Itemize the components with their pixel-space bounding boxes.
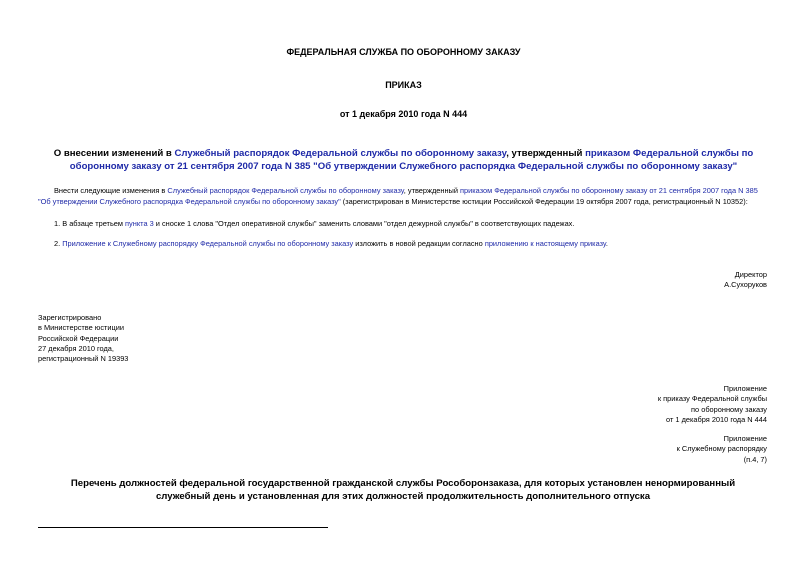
intro-link-order-385[interactable]: приказом Федеральной службы по оборонному заказу от 21 сентября 2007 года N 385 "Об утверждении Служебного распорядка Федеральной службы по оборонному заказу" <box>38 186 758 206</box>
title-link-regulations[interactable]: Служебный распорядок Федеральной службы по оборонному заказу <box>174 148 507 159</box>
doc-type-heading: ПРИКАЗ <box>385 80 422 90</box>
appendix-regulations-note: Приложение к Служебному распорядку (п.4, 7) <box>676 434 767 464</box>
agency-heading: ФЕДЕРАЛЬНАЯ СЛУЖБА ПО ОБОРОННОМУ ЗАКАЗУ <box>286 47 521 57</box>
appendix-order-note: Приложение к приказу Федеральной службы по оборонному заказу от 1 декабря 2010 года N 444 <box>657 384 767 424</box>
item-2-link-appendix[interactable]: Приложение к Служебному распорядку Федеральной службы по оборонному заказу <box>62 239 354 248</box>
signature-block <box>724 270 767 291</box>
doc-date-number: от 1 декабря 2010 года N 444 <box>339 109 468 119</box>
signature-name: А.Сухоруков <box>724 280 767 290</box>
title-link-order-385[interactable]: приказом Федеральной службы по оборонному заказу от 21 сентября 2007 года N 385 "Об утверждении Служебного распорядка Федеральной службы по оборонному заказу" <box>69 148 754 172</box>
positions-list-title: Перечень должностей федеральной государственной гражданской службы Рособоронзаказа, для которых установлен ненормированный служебный день и установленная для этих должностей продолжительность дополнительного отпуска <box>70 478 736 502</box>
registration-block: Зарегистрировано в Министерстве юстиции Российской Федерации 27 декабря 2010 года, регистрационный N 19393 <box>38 313 129 364</box>
item-2-paragraph: 2. Приложение к Служебному распорядку Федеральной службы по оборонному заказу изложить в новой редакции согласно приложению к настоящему приказу. <box>54 239 608 248</box>
item-1-link-point-3[interactable]: пункта 3 <box>125 219 154 228</box>
signature-position: Директор <box>734 270 767 279</box>
item-2-link-order-appendix[interactable]: приложению к настоящему приказу <box>484 239 606 248</box>
intro-paragraph: Внести следующие изменения в Служебный распорядок Федеральной службы по оборонному заказу, утвержденный приказом Федеральной службы по оборонному заказу от 21 сентября 2007 года N 385 "Об утверждении Служебного распорядка Федеральной службы по оборонному заказу" (зарегистрирован в Министерстве юстиции Российской Федерации 19 октября 2007 года, регистрационный N 10352): <box>38 186 758 206</box>
footnote-divider <box>38 527 328 528</box>
intro-link-regulations[interactable]: Служебный распорядок Федеральной службы по оборонному заказу <box>167 186 404 195</box>
item-1-paragraph: 1. В абзаце третьем пункта 3 и сноске 1 слова "Отдел оперативной службы" заменить словами "отдел дежурной службы" в соответствующих падежах. <box>54 219 575 228</box>
document-title: О внесении изменений в Служебный распорядок Федеральной службы по оборонному заказу, утвержденный приказом Федеральной службы по оборонному заказу от 21 сентября 2007 года N 385 "Об утверждении Служебного распорядка Федеральной службы по оборонному заказу" <box>53 148 754 172</box>
